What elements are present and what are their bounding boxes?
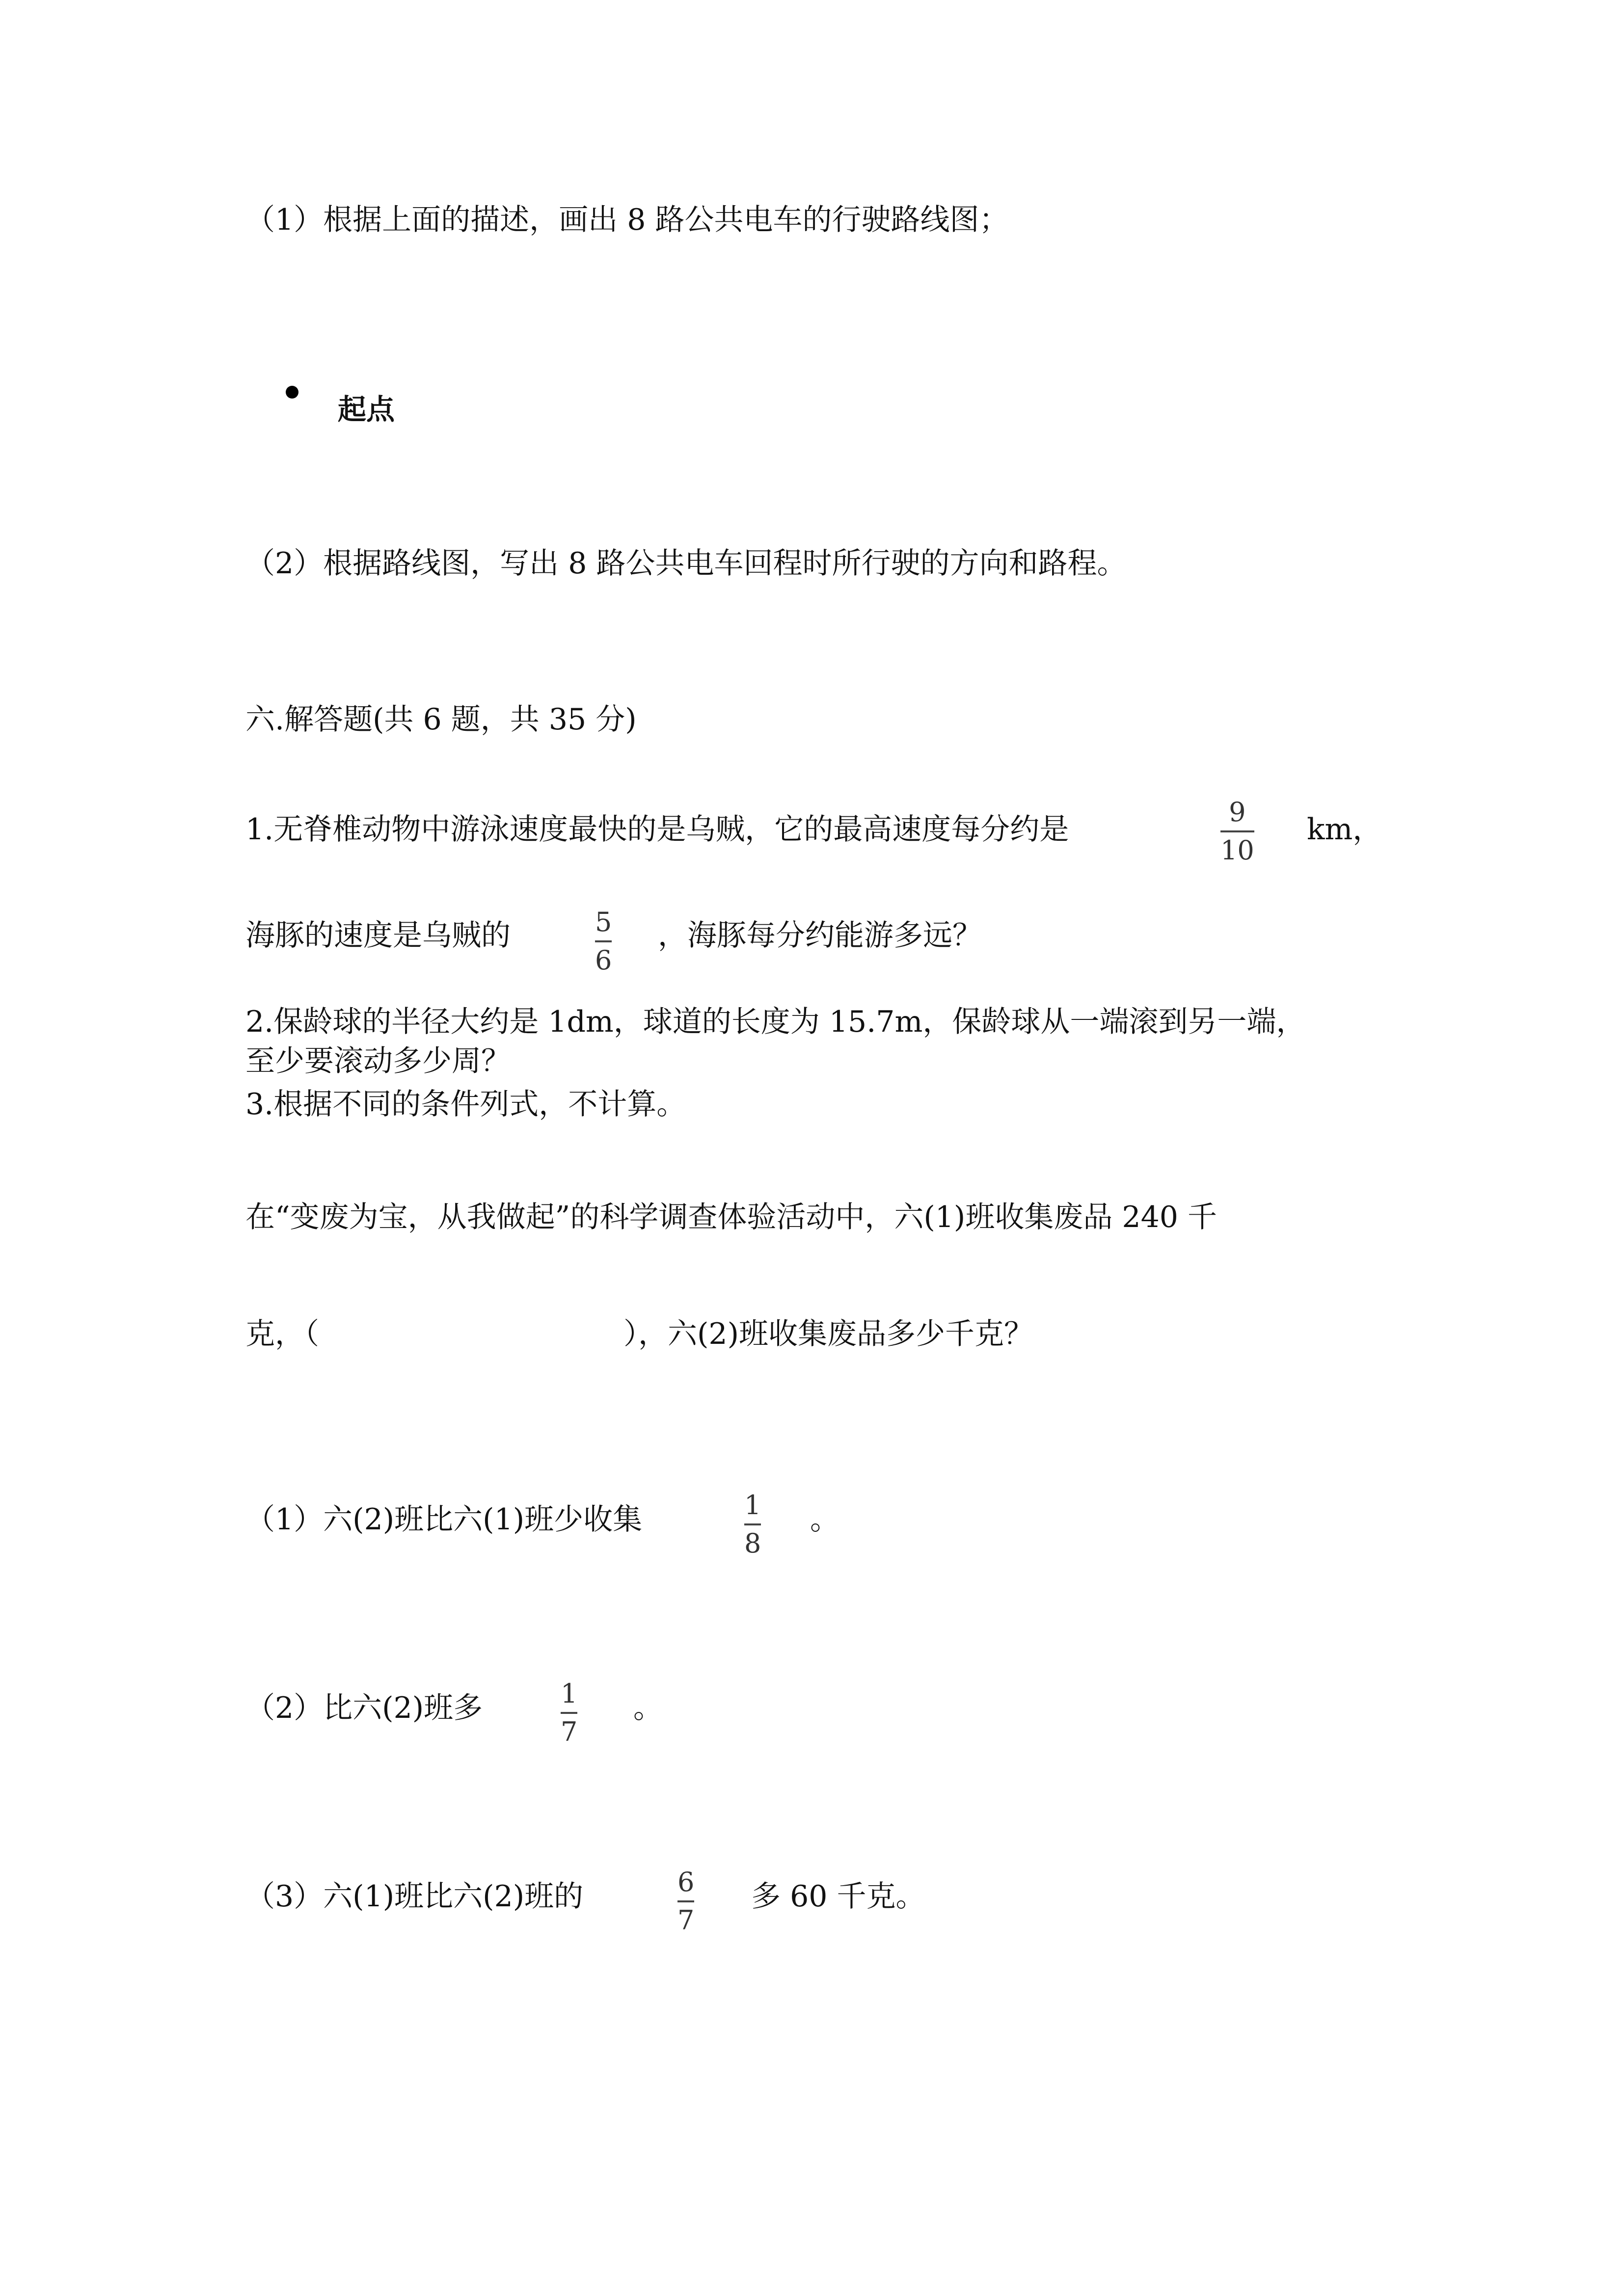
q2-line2: 至少要滚动多少周？ — [245, 1044, 511, 1078]
start-point-marker — [286, 386, 298, 399]
fraction-numerator: 5 — [595, 907, 612, 937]
part2-instruction: （2）根据路线图，写出 8 路公共电车回程时所行驶的方向和路程。 — [245, 546, 1127, 581]
q3-context-line2-end: ），六(2)班收集废品多少千克？ — [623, 1317, 1033, 1351]
q3-sub2-fraction — [561, 1679, 577, 1747]
q1-line2-text: 海豚的速度是乌贼的 — [245, 918, 511, 953]
q3-context-line1: 在“变废为宝，从我做起”的科学调查体验活动中，六(1)班收集废品 240 千 — [245, 1200, 1218, 1234]
q3-sub3-fraction — [677, 1867, 694, 1936]
part1-instruction: （1）根据上面的描述，画出 8 路公共电车的行驶路线图； — [245, 203, 1009, 237]
q1-fraction-9-10 — [1220, 797, 1254, 866]
q1-line2-question: ，海豚每分约能游多远？ — [658, 918, 982, 953]
q2-line1: 2.保龄球的半径大约是 1dm，球道的长度为 15.7m，保龄球从一端滚到另一端， — [245, 1005, 1306, 1039]
fraction-denominator: 7 — [677, 1905, 695, 1936]
fraction-numerator: 6 — [677, 1867, 695, 1897]
q1-line1-unit: km， — [1307, 812, 1382, 847]
q3-context-line2-start: 克，（ — [245, 1317, 319, 1351]
fraction-bar — [744, 1523, 761, 1525]
q3-sub1-fraction — [744, 1490, 761, 1559]
section-title: 六.解答题(共 6 题，共 35 分) — [245, 702, 637, 737]
q1-fraction-5-6 — [595, 907, 612, 976]
fraction-numerator: 9 — [1229, 797, 1246, 828]
q3-title: 3.根据不同的条件列式，不计算。 — [245, 1087, 686, 1121]
fraction-numerator: 1 — [561, 1678, 578, 1709]
fraction-denominator: 10 — [1220, 835, 1254, 866]
fraction-numerator: 1 — [744, 1490, 761, 1521]
q3-sub2-text: （2）比六(2)班多 — [245, 1691, 483, 1725]
start-point-label: 起点 — [338, 393, 395, 426]
q3-sub3-end: 多 60 千克。 — [751, 1879, 925, 1914]
fraction-bar — [677, 1900, 694, 1902]
q3-sub3-text: （3）六(1)班比六(2)班的 — [245, 1879, 584, 1914]
fraction-denominator: 6 — [595, 945, 612, 976]
q3-sub1-text: （1）六(2)班比六(1)班少收集 — [245, 1502, 643, 1537]
fraction-bar — [1220, 830, 1254, 832]
fraction-denominator: 8 — [744, 1528, 761, 1559]
q3-sub1-end: 。 — [810, 1502, 839, 1537]
fraction-bar — [595, 940, 612, 942]
q3-sub2-end: 。 — [633, 1691, 663, 1725]
fraction-bar — [561, 1712, 577, 1714]
q1-line1-text: 1.无脊椎动物中游泳速度最快的是乌贼，它的最高速度每分约是 — [245, 812, 1069, 847]
fraction-denominator: 7 — [561, 1716, 578, 1747]
